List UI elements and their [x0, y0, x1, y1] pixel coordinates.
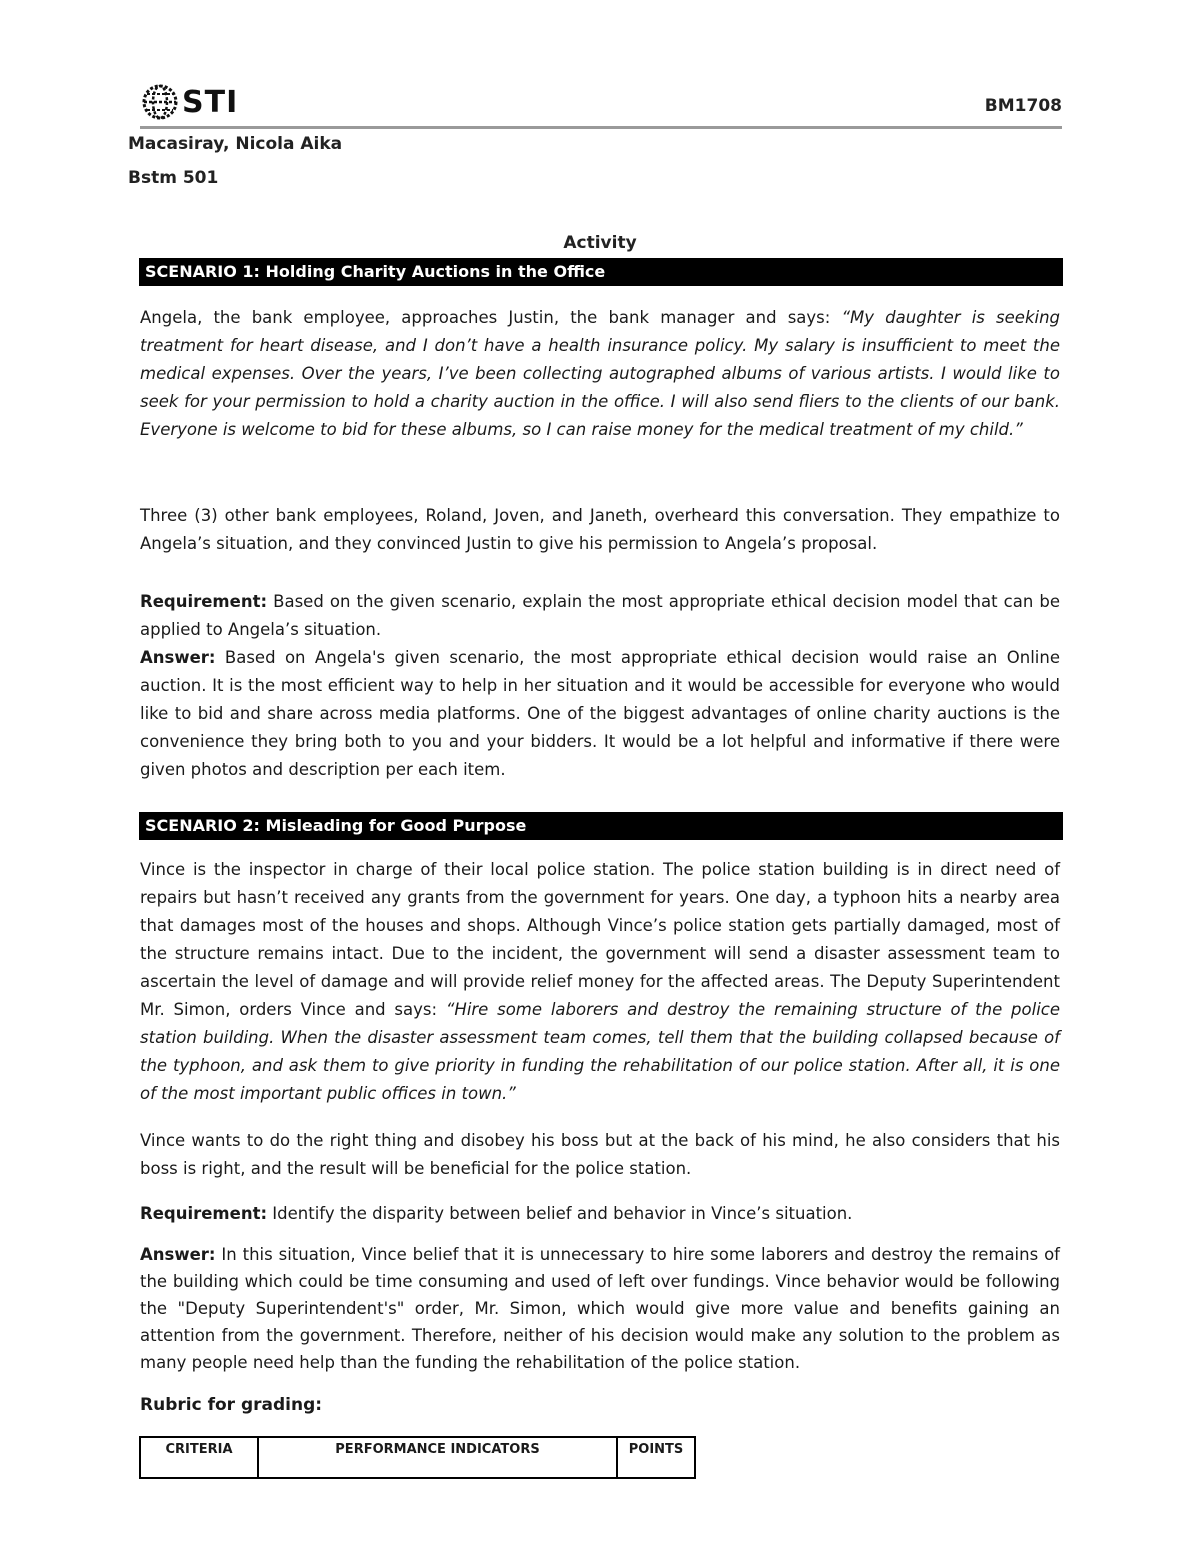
- rubric-col-criteria: CRITERIA: [140, 1437, 258, 1478]
- document-code: BM1708: [984, 96, 1062, 116]
- scenario2-para1-plain: Vince is the inspector in charge of their local police station. The police station building is in direct need of repairs but hasn’t received any grants from the government for years. One day, a typhoon hits a nearby area that damages most of the houses and shops. Although Vince’s police station gets partially damaged, most of the structure remains intact. Due to the incident, the government will send a disaster assessment team to ascertain the level of damage and will provide relief money for the affected areas. The Deputy Superintendent Mr. Simon, orders Vince and says:: [140, 860, 1060, 1019]
- scenario1-intro: [140, 304, 1060, 444]
- scenario2-heading: SCENARIO 2: Misleading for Good Purpose: [139, 812, 1063, 840]
- student-name: Macasiray, Nicola Aika: [128, 134, 343, 154]
- scenario2-requirement-label: Requirement:: [140, 1204, 268, 1223]
- scenario2-para1: [140, 856, 1060, 1108]
- scenario1-intro-plain: Angela, the bank employee, approaches Justin, the bank manager and says:: [140, 308, 842, 327]
- rubric-label: Rubric for grading:: [140, 1395, 323, 1415]
- student-section: Bstm 501: [128, 168, 219, 188]
- scenario1-intro-quote: “My daughter is seeking treatment for heart disease, and I don’t have a health insurance policy. My salary is insufficient to meet the medical expenses. Over the years, I’ve been collecting autographed albums of various artists. I would like to seek for your permission to hold a charity auction in the office. I will also send fliers to the clients of our bank. Everyone is welcome to bid for these albums, so I can raise money for the medical treatment of my child.”: [140, 308, 1061, 439]
- scenario2-requirement-text: Identify the disparity between belief and behavior in Vince’s situation.: [267, 1204, 853, 1223]
- globe-icon: [140, 82, 180, 122]
- header-divider: [140, 126, 1062, 129]
- scenario2-para2: [140, 1127, 1060, 1183]
- scenario1-answer-text: Based on Angela's given scenario, the most appropriate ethical decision would raise an Online auction. It is the most efficient way to help in her situation and it would be accessible for everyone who would like to bid and share across media platforms. One of the biggest advantages of online charity auctions is the convenience they bring both to you and your bidders. It would be a lot helpful and informative if there were given photos and description per each item.: [140, 648, 1060, 779]
- rubric-col-indicators: PERFORMANCE INDICATORS: [258, 1437, 617, 1478]
- scenario1-requirement: [140, 588, 1060, 784]
- scenario2-para1-quote: “Hire some laborers and destroy the remaining structure of the police station building. When the disaster assessment team comes, tell them that the building collapsed because of the typhoon, and ask them to give priority in funding the rehabilitation of our police station. After all, it is one of the most important public offices in town.”: [140, 1000, 1061, 1103]
- scenario2-requirement: [140, 1200, 1060, 1228]
- scenario1-requirement-label: Requirement:: [140, 592, 268, 611]
- scenario1-heading: SCENARIO 1: Holding Charity Auctions in the Office: [139, 258, 1063, 286]
- scenario1-answer-label: Answer:: [140, 648, 216, 667]
- sti-logo: [140, 80, 238, 124]
- scenario2-answer-label: Answer:: [140, 1245, 216, 1264]
- scenario2-answer-text: In this situation, Vince belief that it is unnecessary to hire some laborers and destroy the remains of the building which could be time consuming and used of left over fundings. Vince behavior would be following the "Deputy Superintendent's" order, Mr. Simon, which would give more value and benefits gaining an attention from the government. Therefore, neither of his decision would make any solution to the problem as many people need help than the funding the rehabilitation of the police station.: [140, 1245, 1060, 1372]
- rubric-col-points: POINTS: [617, 1437, 695, 1478]
- scenario1-para2-text: Three (3) other bank employees, Roland, Joven, and Janeth, overheard this conversation. They empathize to Angela’s situation, and they convinced Justin to give his permission to Angela’s proposal.: [140, 506, 1060, 553]
- logo-text: STI: [182, 84, 239, 120]
- rubric-table: [139, 1436, 696, 1479]
- scenario1-requirement-text: Based on the given scenario, explain the most appropriate ethical decision model that can be applied to Angela’s situation.: [140, 592, 1060, 639]
- scenario2-answer: [140, 1241, 1060, 1376]
- scenario2-para2-text: Vince wants to do the right thing and disobey his boss but at the back of his mind, he also considers that his boss is right, and the result will be beneficial for the police station.: [140, 1131, 1060, 1178]
- rubric-header-row: [140, 1437, 695, 1478]
- activity-title: Activity: [563, 233, 637, 253]
- scenario1-para2: [140, 502, 1060, 558]
